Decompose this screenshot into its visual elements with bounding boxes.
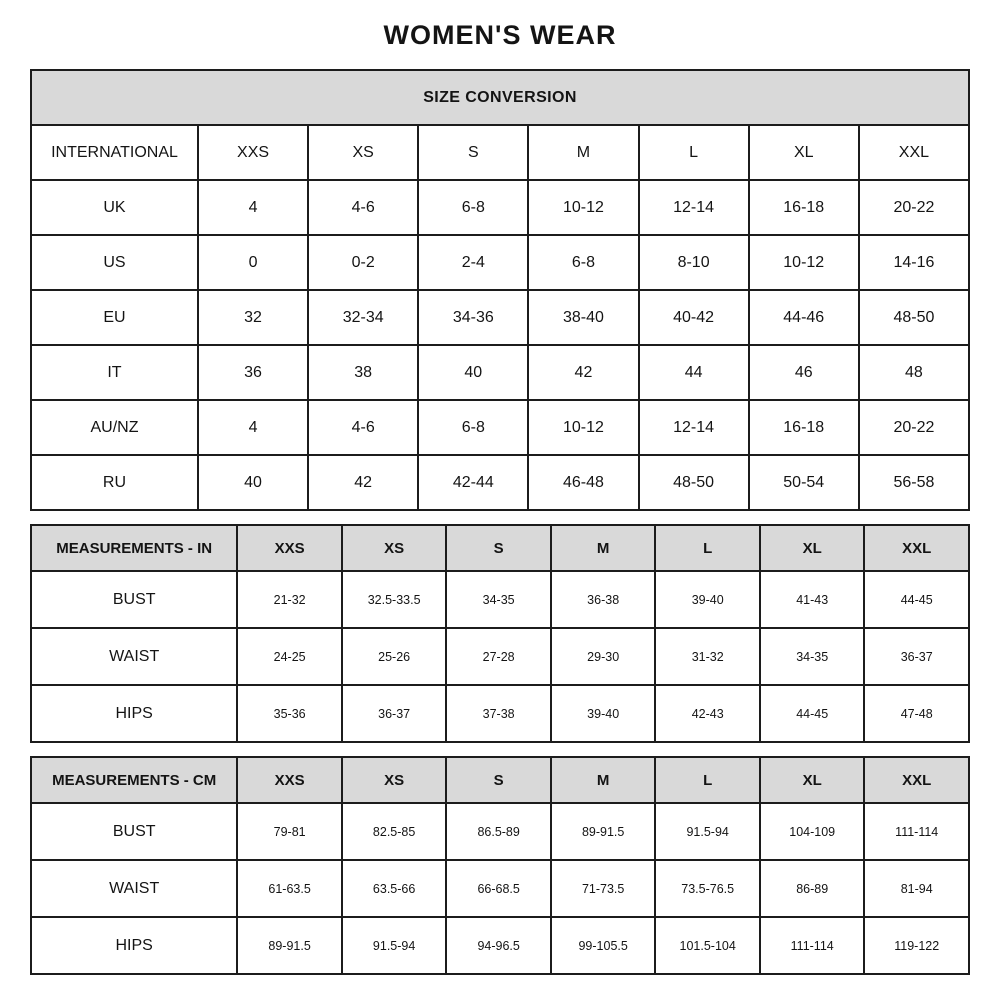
value-cell: 44-46 (749, 290, 859, 345)
value-cell: 20-22 (859, 400, 969, 455)
value-cell: 101.5-104 (655, 917, 760, 974)
value-cell: 38-40 (528, 290, 638, 345)
value-cell: 10-12 (749, 235, 859, 290)
table-row (31, 345, 969, 400)
value-cell: 63.5-66 (342, 860, 447, 917)
value-cell: 66-68.5 (446, 860, 551, 917)
table-row (31, 571, 969, 628)
row-label: INTERNATIONAL (31, 125, 198, 180)
value-cell: 48-50 (639, 455, 749, 510)
value-cell: 6-8 (418, 400, 528, 455)
table-title-row (31, 70, 969, 125)
value-cell: 61-63.5 (237, 860, 342, 917)
value-cell: 4-6 (308, 400, 418, 455)
size-header-cell: XXL (864, 525, 969, 571)
value-cell: L (639, 125, 749, 180)
value-cell: 42-44 (418, 455, 528, 510)
row-label: WAIST (31, 628, 237, 685)
value-cell: 39-40 (551, 685, 656, 742)
value-cell: 34-35 (760, 628, 865, 685)
value-cell: 8-10 (639, 235, 749, 290)
size-header-cell: XS (342, 757, 447, 803)
size-header-cell: M (551, 757, 656, 803)
size-header-cell: S (446, 525, 551, 571)
value-cell: 16-18 (749, 180, 859, 235)
table-header-label: MEASUREMENTS - CM (31, 757, 237, 803)
value-cell: 10-12 (528, 400, 638, 455)
value-cell: 36-38 (551, 571, 656, 628)
value-cell: 16-18 (749, 400, 859, 455)
value-cell: 94-96.5 (446, 917, 551, 974)
value-cell: S (418, 125, 528, 180)
table-row (31, 685, 969, 742)
row-label: HIPS (31, 917, 237, 974)
table-row (31, 235, 969, 290)
value-cell: 46 (749, 345, 859, 400)
value-cell: 91.5-94 (342, 917, 447, 974)
value-cell: 4 (198, 180, 308, 235)
value-cell: XXL (859, 125, 969, 180)
value-cell: 44 (639, 345, 749, 400)
value-cell: 111-114 (864, 803, 969, 860)
size-header-cell: L (655, 525, 760, 571)
table-row (31, 803, 969, 860)
table-row (31, 628, 969, 685)
value-cell: 0 (198, 235, 308, 290)
value-cell: XS (308, 125, 418, 180)
value-cell: 41-43 (760, 571, 865, 628)
value-cell: 4 (198, 400, 308, 455)
value-cell: 25-26 (342, 628, 447, 685)
value-cell: 82.5-85 (342, 803, 447, 860)
table-row (31, 180, 969, 235)
value-cell: 0-2 (308, 235, 418, 290)
size-header-cell: XS (342, 525, 447, 571)
value-cell: XXS (198, 125, 308, 180)
value-cell: 12-14 (639, 180, 749, 235)
value-cell: 99-105.5 (551, 917, 656, 974)
table-header-label: MEASUREMENTS - IN (31, 525, 237, 571)
row-label: WAIST (31, 860, 237, 917)
row-label: RU (31, 455, 198, 510)
value-cell: M (528, 125, 638, 180)
value-cell: 48-50 (859, 290, 969, 345)
value-cell: 44-45 (864, 571, 969, 628)
row-label: BUST (31, 803, 237, 860)
value-cell: 42-43 (655, 685, 760, 742)
table-row (31, 125, 969, 180)
value-cell: 73.5-76.5 (655, 860, 760, 917)
size-header-row (31, 757, 969, 803)
value-cell: 36 (198, 345, 308, 400)
value-cell: 35-36 (237, 685, 342, 742)
value-cell: 42 (528, 345, 638, 400)
value-cell: 86-89 (760, 860, 865, 917)
value-cell: 91.5-94 (655, 803, 760, 860)
value-cell: 86.5-89 (446, 803, 551, 860)
row-label: AU/NZ (31, 400, 198, 455)
table-row (31, 917, 969, 974)
size-header-cell: XL (760, 757, 865, 803)
table-row (31, 290, 969, 345)
size-header-cell: M (551, 525, 656, 571)
value-cell: 56-58 (859, 455, 969, 510)
value-cell: 34-35 (446, 571, 551, 628)
size-header-cell: L (655, 757, 760, 803)
table-row (31, 860, 969, 917)
value-cell: 6-8 (528, 235, 638, 290)
value-cell: 36-37 (342, 685, 447, 742)
value-cell: 29-30 (551, 628, 656, 685)
row-label: EU (31, 290, 198, 345)
value-cell: 89-91.5 (237, 917, 342, 974)
value-cell: 42 (308, 455, 418, 510)
value-cell: 39-40 (655, 571, 760, 628)
page-title: WOMEN'S WEAR (383, 20, 617, 50)
value-cell: 89-91.5 (551, 803, 656, 860)
table-row (31, 455, 969, 510)
value-cell: 79-81 (237, 803, 342, 860)
value-cell: 40 (198, 455, 308, 510)
row-label: BUST (31, 571, 237, 628)
measurements-cm-table (30, 756, 970, 975)
size-header-row (31, 525, 969, 571)
value-cell: 14-16 (859, 235, 969, 290)
value-cell: 111-114 (760, 917, 865, 974)
row-label: HIPS (31, 685, 237, 742)
value-cell: 27-28 (446, 628, 551, 685)
row-label: US (31, 235, 198, 290)
value-cell: 10-12 (528, 180, 638, 235)
value-cell: 20-22 (859, 180, 969, 235)
size-header-cell: XXS (237, 757, 342, 803)
value-cell: 46-48 (528, 455, 638, 510)
value-cell: 81-94 (864, 860, 969, 917)
value-cell: 32-34 (308, 290, 418, 345)
size-header-cell: S (446, 757, 551, 803)
value-cell: 40 (418, 345, 528, 400)
value-cell: 36-37 (864, 628, 969, 685)
row-label: IT (31, 345, 198, 400)
value-cell: 6-8 (418, 180, 528, 235)
value-cell: 47-48 (864, 685, 969, 742)
measurements-in-table (30, 524, 970, 743)
value-cell: 48 (859, 345, 969, 400)
value-cell: 34-36 (418, 290, 528, 345)
value-cell: 38 (308, 345, 418, 400)
value-cell: 12-14 (639, 400, 749, 455)
row-label: UK (31, 180, 198, 235)
value-cell: 44-45 (760, 685, 865, 742)
value-cell: 21-32 (237, 571, 342, 628)
value-cell: 32 (198, 290, 308, 345)
value-cell: XL (749, 125, 859, 180)
value-cell: 119-122 (864, 917, 969, 974)
value-cell: 2-4 (418, 235, 528, 290)
value-cell: 24-25 (237, 628, 342, 685)
value-cell: 104-109 (760, 803, 865, 860)
size-header-cell: XXS (237, 525, 342, 571)
table-title: SIZE CONVERSION (31, 70, 969, 125)
size-header-cell: XL (760, 525, 865, 571)
value-cell: 32.5-33.5 (342, 571, 447, 628)
value-cell: 71-73.5 (551, 860, 656, 917)
value-cell: 50-54 (749, 455, 859, 510)
value-cell: 31-32 (655, 628, 760, 685)
value-cell: 37-38 (446, 685, 551, 742)
value-cell: 40-42 (639, 290, 749, 345)
size-conversion-table (30, 69, 970, 511)
size-header-cell: XXL (864, 757, 969, 803)
table-row (31, 400, 969, 455)
value-cell: 4-6 (308, 180, 418, 235)
